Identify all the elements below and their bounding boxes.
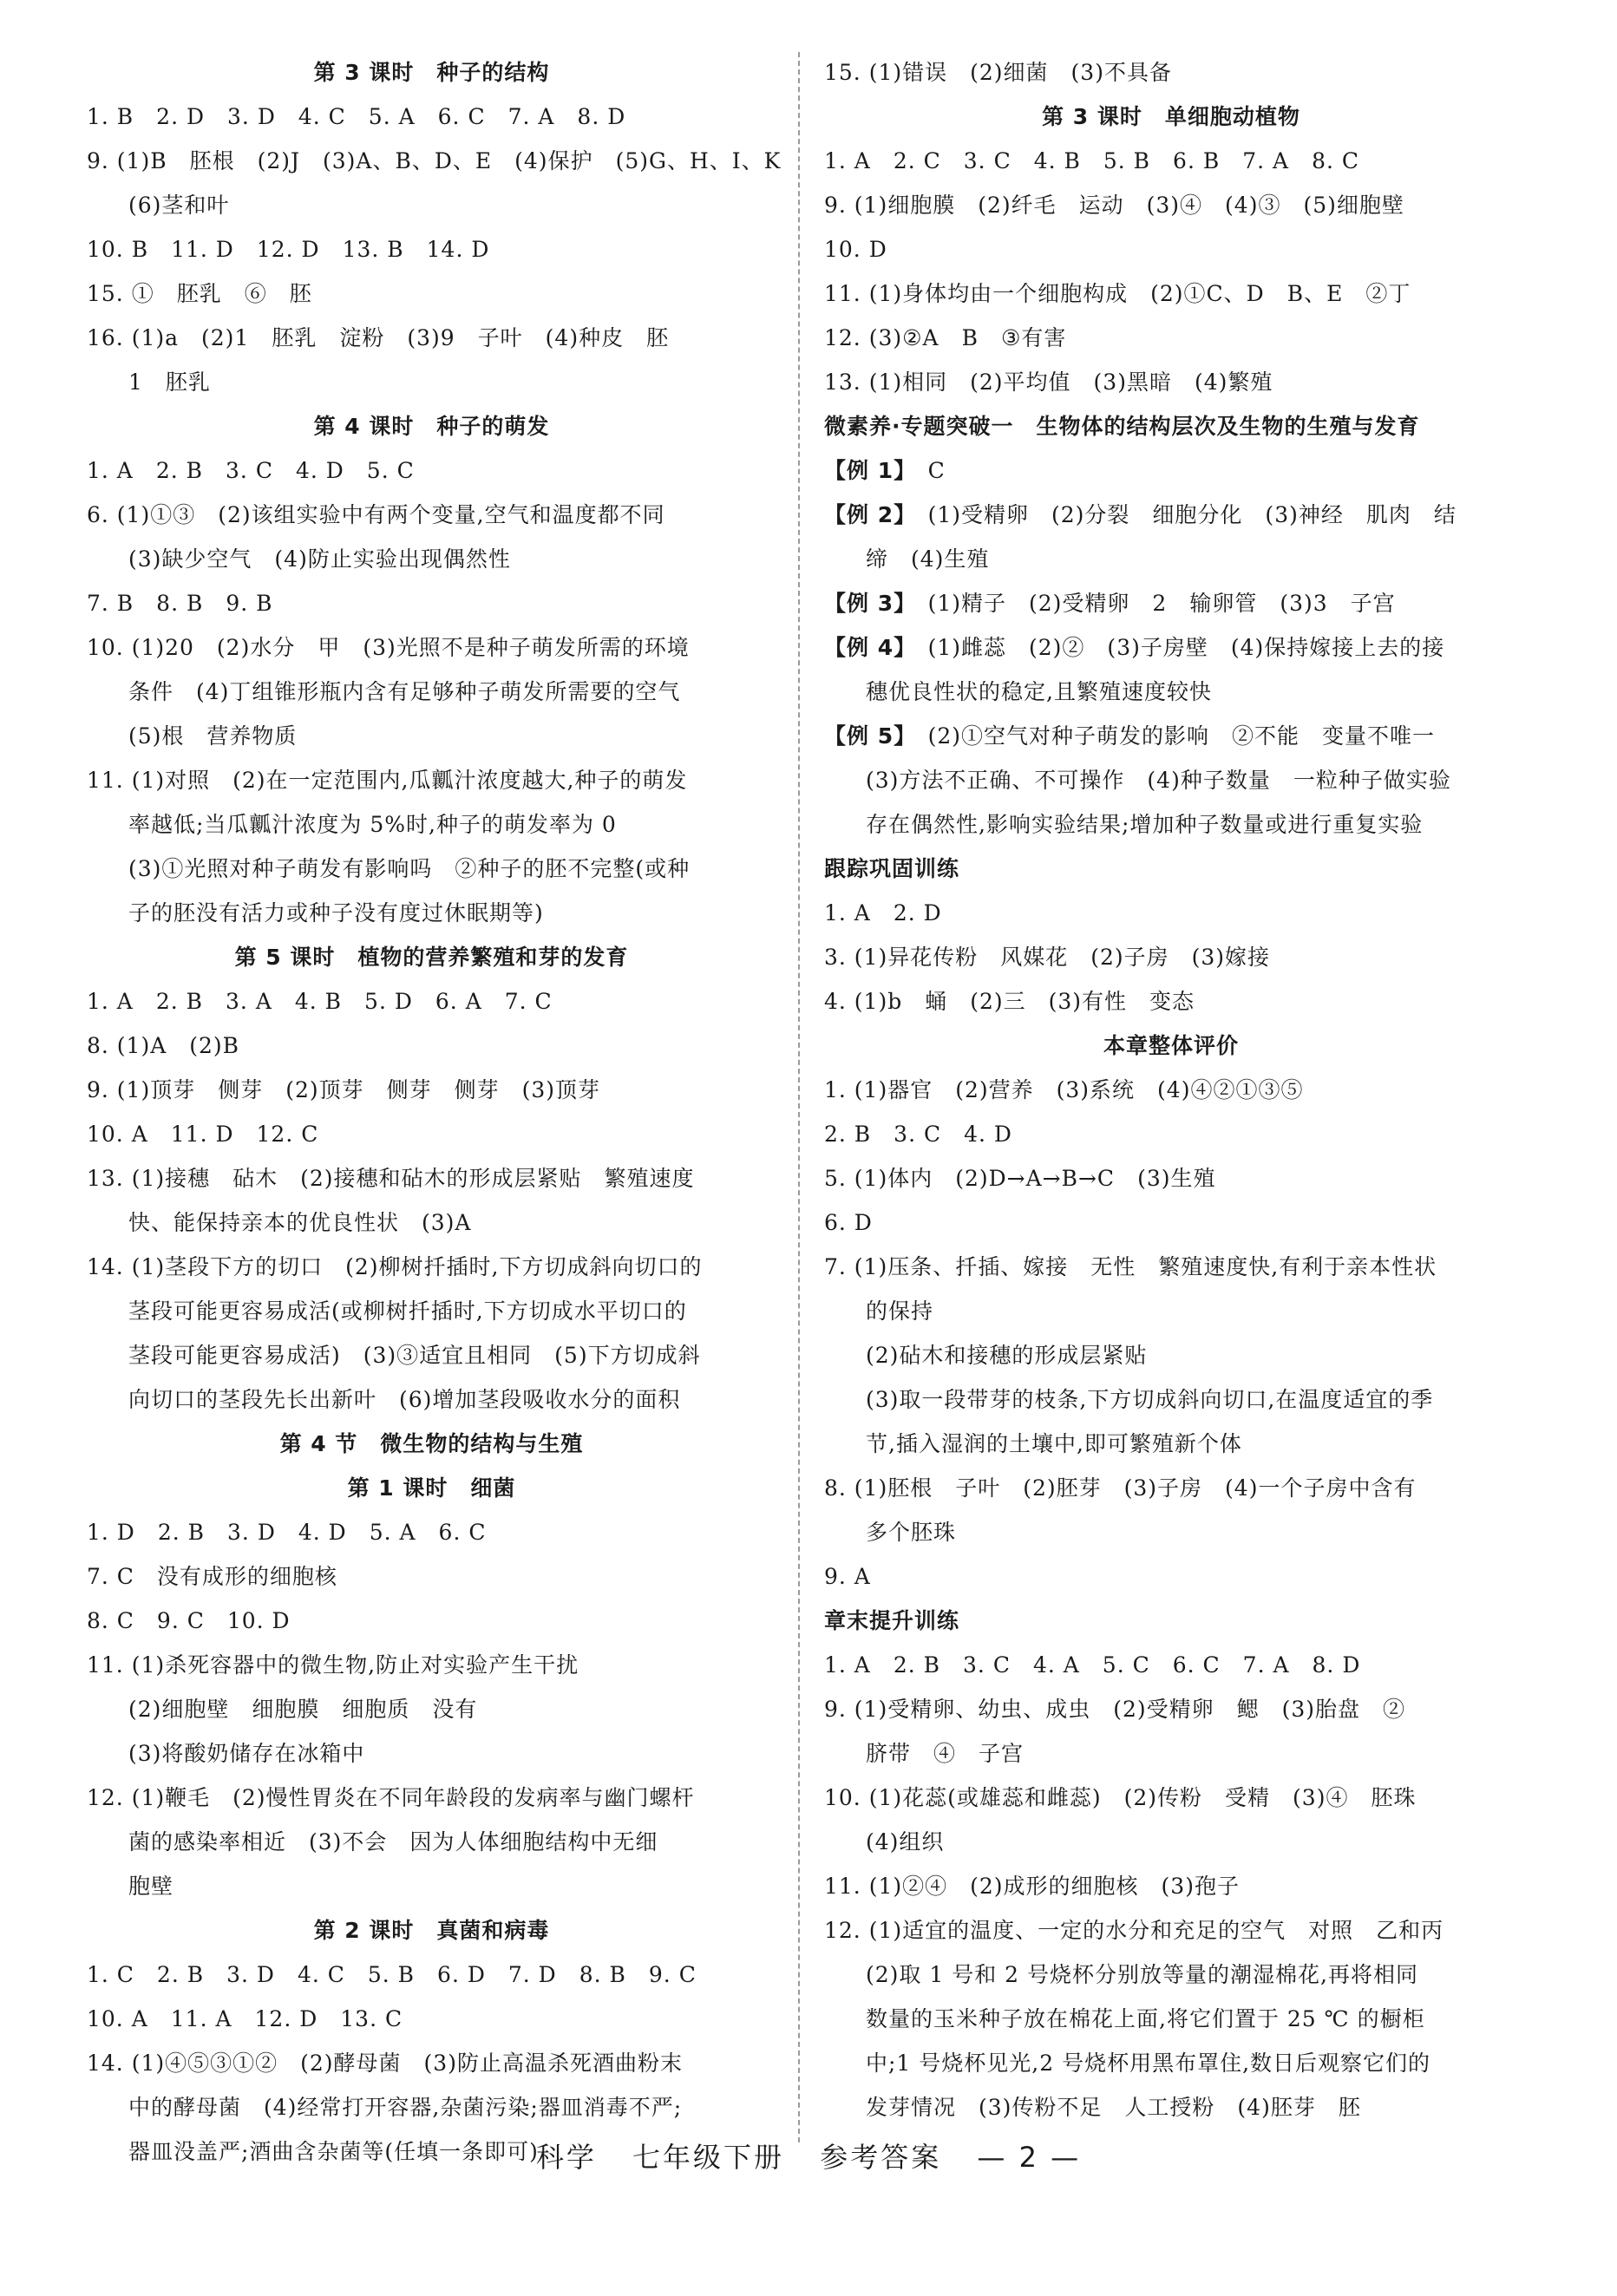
answer-line: 5. (1)体内 (2)D→A→B→C (3)生殖: [824, 1166, 1216, 1191]
answer-continuation: (2)取 1 号和 2 号烧杯分别放等量的潮湿棉花,再将相同: [866, 1962, 1418, 1987]
answer-continuation: 向切口的茎段先长出新叶 (6)增加茎段吸收水分的面积: [128, 1387, 681, 1412]
column-divider: [798, 52, 800, 2142]
answer-continuation: 的保持: [866, 1298, 934, 1324]
answer-line: 11. (1)对照 (2)在一定范围内,瓜瓤汁浓度越大,种子的萌发: [87, 768, 688, 793]
answer-line: 9. (1)顶芽 侧芽 (2)顶芽 侧芽 侧芽 (3)顶芽: [87, 1077, 601, 1102]
answer-line: 7. B 8. B 9. B: [87, 591, 273, 616]
section-heading: 第 4 节 微生物的结构与生殖: [279, 1431, 584, 1456]
example-answer: [824, 625, 1518, 670]
example-text: (1)精子 (2)受精卵 2 输卵管 (3)3 子宫: [905, 591, 1396, 616]
answer-continuation: 脐带 ④ 子宫: [866, 1741, 1025, 1766]
answer-line: 12. (1)鞭毛 (2)慢性胃炎在不同年龄段的发病率与幽门螺杆: [87, 1785, 695, 1810]
example-label: 【例 3】: [824, 591, 906, 616]
answer-continuation: 子的胚没有活力或种子没有度过休眠期等): [128, 900, 544, 926]
answer-continuation: (6)茎和叶: [128, 193, 230, 218]
section-heading: 第 3 课时 种子的结构: [313, 60, 550, 85]
answer-line: 9. A: [824, 1564, 871, 1589]
example-answer: [824, 493, 1518, 537]
example-label: 【例 1】: [824, 458, 906, 483]
answer-continuation: (3)①光照对种子萌发有影响吗 ②种子的胚不完整(或种: [128, 856, 691, 881]
answer-line: 1. A 2. B 3. C 4. D 5. C: [87, 458, 415, 483]
example-answer: [824, 581, 1518, 625]
footer-grade: 七年级下册: [632, 2141, 785, 2174]
answer-line: 12. (3)②A B ③有害: [824, 325, 1067, 350]
answer-line: 15. (1)错误 (2)细菌 (3)不具备: [824, 60, 1172, 85]
section-heading: 第 3 课时 单细胞动植物: [1042, 104, 1300, 129]
subsection-heading: 微素养·专题突破一 生物体的结构层次及生物的生殖与发育: [824, 414, 1420, 439]
answer-continuation: (2)砧木和接穗的形成层紧贴: [866, 1343, 1148, 1368]
answer-line: 8. (1)A (2)B: [87, 1033, 240, 1058]
answer-continuation: 缔 (4)生殖: [866, 546, 990, 572]
answer-line: 1. A 2. C 3. C 4. B 5. B 6. B 7. A 8. C: [824, 148, 1360, 173]
answer-continuation: 1 胚乳: [128, 370, 211, 395]
answer-continuation: 多个胚珠: [866, 1520, 957, 1545]
answer-continuation: 条件 (4)丁组锥形瓶内含有足够种子萌发所需要的空气: [128, 679, 681, 704]
answer-continuation: 快、能保持亲本的优良性状 (3)A: [128, 1210, 472, 1235]
section-heading: 本章整体评价: [1103, 1033, 1239, 1058]
answer-continuation: 中的酵母菌 (4)经常打开容器,杂菌污染;器皿消毒不严;: [128, 2095, 683, 2120]
section-heading: 第 2 课时 真菌和病毒: [313, 1918, 550, 1943]
example-text: C: [905, 458, 946, 483]
answer-line: 8. (1)胚根 子叶 (2)胚芽 (3)子房 (4)一个子房中含有: [824, 1475, 1417, 1501]
answer-line: 9. (1)细胞膜 (2)纤毛 运动 (3)④ (4)③ (5)细胞壁: [824, 193, 1404, 218]
answer-line: 1. A 2. D: [824, 900, 942, 926]
answer-line: 14. (1)④⑤③①② (2)酵母菌 (3)防止高温杀死酒曲粉末: [87, 2051, 683, 2076]
answer-line: 14. (1)茎段下方的切口 (2)柳树扦插时,下方切成斜向切口的: [87, 1254, 703, 1279]
answer-line: 1. (1)器官 (2)营养 (3)系统 (4)④②①③⑤: [824, 1077, 1304, 1102]
answer-continuation: (3)取一段带芽的枝条,下方切成斜向切口,在温度适宜的季: [866, 1387, 1434, 1412]
answer-continuation: (3)方法不正确、不可操作 (4)种子数量 一粒种子做实验: [866, 768, 1451, 793]
answer-continuation: (3)缺少空气 (4)防止实验出现偶然性: [128, 546, 511, 572]
answer-continuation: 穗优良性状的稳定,且繁殖速度较快: [866, 679, 1212, 704]
example-label: 【例 2】: [824, 502, 906, 527]
answer-line: 11. (1)身体均由一个细胞构成 (2)①C、D B、E ②丁: [824, 281, 1411, 306]
answer-line: 7. (1)压条、扦插、嫁接 无性 繁殖速度快,有利于亲本性状: [824, 1254, 1437, 1279]
answer-continuation: 节,插入湿润的土壤中,即可繁殖新个体: [866, 1431, 1242, 1456]
answer-line: 13. (1)接穗 砧木 (2)接穗和砧木的形成层紧贴 繁殖速度: [87, 1166, 695, 1191]
answer-line: 12. (1)适宜的温度、一定的水分和充足的空气 对照 乙和丙: [824, 1918, 1444, 1943]
example-label: 【例 4】: [824, 635, 906, 660]
answer-line: 10. A 11. D 12. C: [87, 1122, 319, 1147]
answer-line: 6. D: [824, 1210, 873, 1235]
footer-label: 参考答案: [820, 2141, 942, 2174]
answer-continuation: 数量的玉米种子放在棉花上面,将它们置于 25 ℃ 的橱柜: [866, 2006, 1425, 2031]
answer-line: 10. D: [824, 237, 887, 262]
section-heading: 第 4 课时 种子的萌发: [313, 414, 550, 439]
right-column: [824, 50, 1518, 2129]
example-answer: [824, 714, 1518, 758]
answer-continuation: 发芽情况 (3)传粉不足 人工授粉 (4)胚芽 胚: [866, 2095, 1361, 2120]
answer-continuation: 茎段可能更容易成活) (3)③适宜且相同 (5)下方切成斜: [128, 1343, 701, 1368]
answer-line: 9. (1)B 胚根 (2)J (3)A、B、D、E (4)保护 (5)G、H、I、K: [87, 148, 782, 173]
answer-continuation: 器皿没盖严;酒曲含杂菌等(任填一条即可): [128, 2139, 539, 2164]
answer-continuation: (5)根 营养物质: [128, 723, 298, 749]
answer-line: 1. C 2. B 3. D 4. C 5. B 6. D 7. D 8. B 9. C: [87, 1962, 697, 1987]
answer-line: 10. (1)20 (2)水分 甲 (3)光照不是种子萌发所需的环境: [87, 635, 690, 660]
answer-line: 10. B 11. D 12. D 13. B 14. D: [87, 237, 490, 262]
example-text: (1)雌蕊 (2)② (3)子房壁 (4)保持嫁接上去的接: [905, 635, 1445, 660]
example-answer: [824, 448, 1518, 493]
left-column: [87, 50, 782, 2174]
answer-continuation: 胞壁: [128, 1874, 174, 1899]
answer-line: 11. (1)②④ (2)成形的细胞核 (3)孢子: [824, 1874, 1240, 1899]
answer-line: 1. A 2. B 3. A 4. B 5. D 6. A 7. C: [87, 989, 553, 1014]
answer-line: 2. B 3. C 4. D: [824, 1122, 1012, 1147]
answer-line: 4. (1)b 蛹 (2)三 (3)有性 变态: [824, 989, 1195, 1014]
example-text: (1)受精卵 (2)分裂 细胞分化 (3)神经 肌肉 结: [905, 502, 1457, 527]
section-heading: 第 1 课时 细菌: [347, 1475, 516, 1501]
answer-line: 10. (1)花蕊(或雄蕊和雌蕊) (2)传粉 受精 (3)④ 胚珠: [824, 1785, 1417, 1810]
answer-line: 3. (1)异花传粉 风媒花 (2)子房 (3)嫁接: [824, 945, 1271, 970]
subsection-heading: 跟踪巩固训练: [824, 856, 960, 881]
answer-line: 10. A 11. A 12. D 13. C: [87, 2006, 403, 2031]
answer-line: 15. ① 胚乳 ⑥ 胚: [87, 281, 312, 306]
answer-continuation: 中;1 号烧杯见光,2 号烧杯用黑布罩住,数日后观察它们的: [866, 2051, 1431, 2076]
answer-line: 9. (1)受精卵、幼虫、成虫 (2)受精卵 鳃 (3)胎盘 ②: [824, 1697, 1406, 1722]
answer-continuation: 率越低;当瓜瓤汁浓度为 5%时,种子的萌发率为 0: [128, 812, 617, 837]
footer-page-number: — 2 —: [977, 2141, 1082, 2174]
answer-line: 1. A 2. B 3. C 4. A 5. C 6. C 7. A 8. D: [824, 1652, 1361, 1678]
answer-continuation: 茎段可能更容易成活(或柳树扦插时,下方切成水平切口的: [128, 1298, 687, 1324]
answer-continuation: (3)将酸奶储存在冰箱中: [128, 1741, 365, 1766]
answer-line: 7. C 没有成形的细胞核: [87, 1564, 337, 1589]
answer-line: 13. (1)相同 (2)平均值 (3)黑暗 (4)繁殖: [824, 370, 1273, 395]
footer-subject: 科学: [535, 2141, 597, 2174]
subsection-heading: 章末提升训练: [824, 1608, 960, 1633]
answer-line: 1. D 2. B 3. D 4. D 5. A 6. C: [87, 1520, 487, 1545]
example-text: (2)①空气对种子萌发的影响 ②不能 变量不唯一: [905, 723, 1436, 749]
answer-continuation: (4)组织: [866, 1829, 945, 1854]
answer-continuation: (2)细胞壁 细胞膜 细胞质 没有: [128, 1697, 478, 1722]
example-label: 【例 5】: [824, 723, 906, 749]
answer-line: 11. (1)杀死容器中的微生物,防止对实验产生干扰: [87, 1652, 579, 1678]
answer-line: 1. B 2. D 3. D 4. C 5. A 6. C 7. A 8. D: [87, 104, 626, 129]
answer-line: 6. (1)①③ (2)该组实验中有两个变量,空气和温度都不同: [87, 502, 665, 527]
answer-line: 16. (1)a (2)1 胚乳 淀粉 (3)9 子叶 (4)种皮 胚: [87, 325, 670, 350]
answer-continuation: 菌的感染率相近 (3)不会 因为人体细胞结构中无细: [128, 1829, 658, 1854]
answer-line: 8. C 9. C 10. D: [87, 1608, 291, 1633]
answer-continuation: 存在偶然性,影响实验结果;增加种子数量或进行重复实验: [866, 812, 1424, 837]
page-footer: [0, 2136, 1617, 2175]
section-heading: 第 5 课时 植物的营养繁殖和芽的发育: [234, 945, 629, 970]
